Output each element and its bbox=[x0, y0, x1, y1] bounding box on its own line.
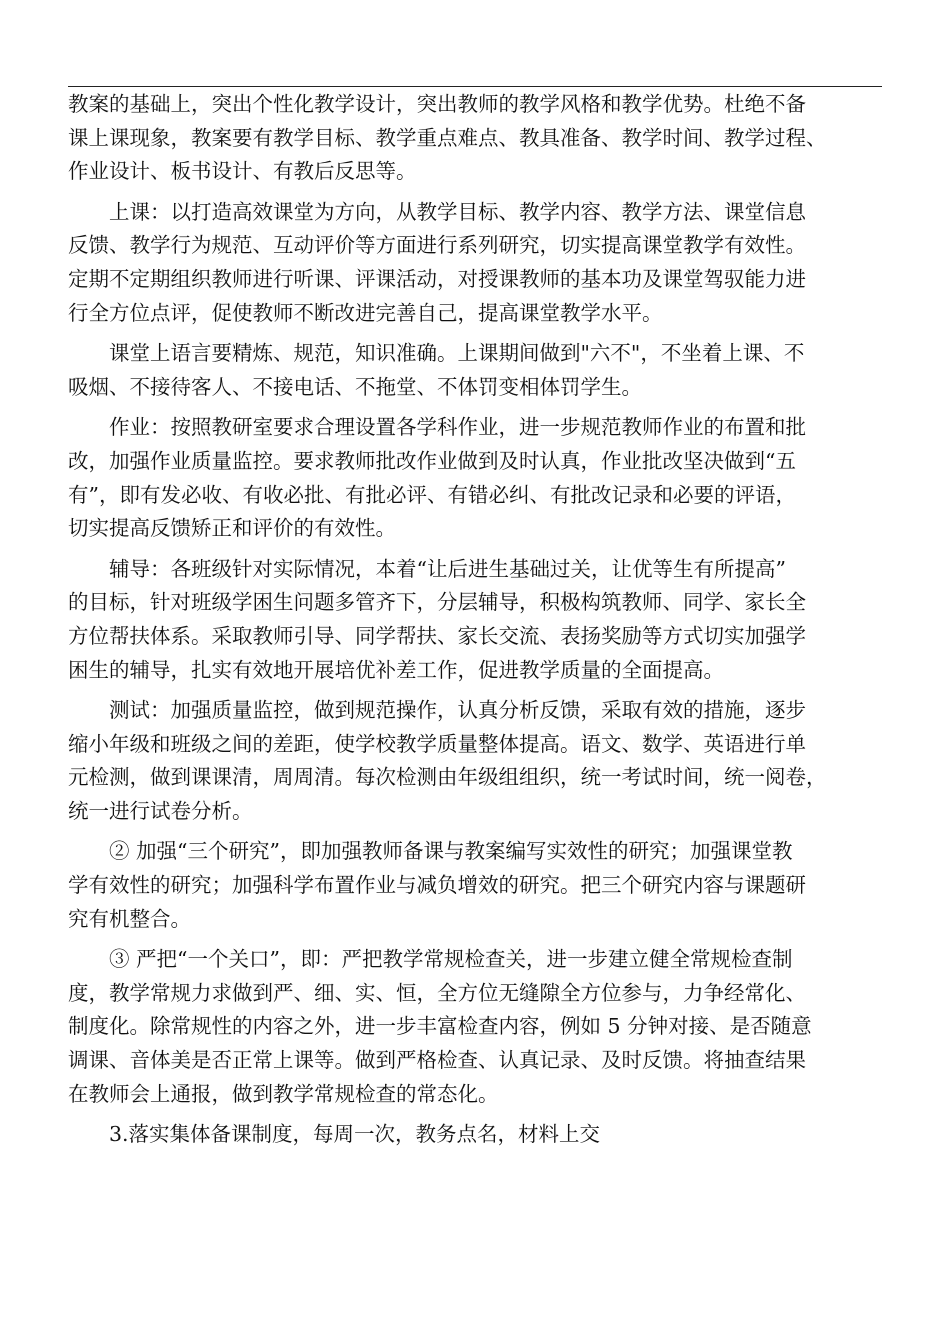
paragraph-class-teaching bbox=[68, 196, 890, 330]
paragraph-tutoring bbox=[68, 553, 890, 687]
paragraph-homework bbox=[68, 411, 890, 545]
text-line: 课堂上语言要精炼、规范，知识准确。上课期间做到"六不"，不坐着上课、不 bbox=[68, 341, 805, 366]
text-line: 有”，即有发必收、有收必批、有批必评、有错必纠、有批改记录和必要的评语， bbox=[68, 482, 796, 507]
text-line: 反馈、教学行为规范、互动评价等方面进行系列研究，切实提高课堂教学有效性。 bbox=[68, 233, 806, 258]
text-line: 定期不定期组织教师进行听课、评课活动，对授课教师的基本功及课堂驾驭能力进 bbox=[68, 266, 806, 291]
text-line: 上课：以打造高效课堂为方向，从教学目标、教学内容、教学方法、课堂信息 bbox=[68, 199, 806, 224]
paragraph-collective-preparation bbox=[68, 1118, 890, 1152]
document-body bbox=[68, 88, 890, 1152]
text-line: 的目标，针对班级学困生问题多管齐下，分层辅导，积极构筑教师、同学、家长全 bbox=[68, 590, 806, 615]
header-rule bbox=[68, 86, 882, 87]
text-line: 教案的基础上，突出个性化教学设计，突出教师的教学风格和教学优势。杜绝不备 bbox=[68, 92, 806, 116]
text-line: ② 加强“三个研究”，即加强教师备课与教案编写实效性的研究；加强课堂教 bbox=[68, 839, 793, 864]
text-line: 元检测，做到课课清，周周清。每次检测由年级组组织，统一考试时间，统一阅卷， bbox=[68, 765, 827, 790]
text-line: 改，加强作业质量监控。要求教师批改作业做到及时认真，作业批改坚决做到“五 bbox=[68, 448, 796, 473]
paragraph-testing bbox=[68, 694, 890, 828]
text-line: 切实提高反馈矫正和评价的有效性。 bbox=[68, 516, 396, 541]
paragraph-three-studies bbox=[68, 835, 890, 936]
text-line: 3.落实集体备课制度，每周一次，教务点名，材料上交 bbox=[68, 1122, 601, 1147]
text-line: 方位帮扶体系。采取教师引导、同学帮扶、家长交流、表扬奖励等方式切实加强学 bbox=[68, 623, 806, 648]
paragraph-one-checkpoint bbox=[68, 943, 890, 1111]
text-line: 调课、音体美是否正常上课等。做到严格检查、认真记录、及时反馈。将抽查结果 bbox=[68, 1048, 806, 1073]
text-line: 度，教学常规力求做到严、细、实、恒，全方位无缝隙全方位参与，力争经常化、 bbox=[68, 980, 806, 1005]
text-line: 困生的辅导，扎实有效地开展培优补差工作，促进教学质量的全面提高。 bbox=[68, 657, 724, 682]
text-line: 学有效性的研究；加强科学布置作业与减负增效的研究。把三个研究内容与课题研 bbox=[68, 873, 806, 898]
text-line: 统一进行试卷分析。 bbox=[68, 798, 253, 823]
text-line: 测试：加强质量监控，做到规范操作，认真分析反馈，采取有效的措施，逐步 bbox=[68, 698, 806, 723]
text-line: 缩小年级和班级之间的差距，使学校教学质量整体提高。语文、数学、英语进行单 bbox=[68, 731, 806, 756]
text-line: 在教师会上通报，做到教学常规检查的常态化。 bbox=[68, 1081, 499, 1106]
text-line: 制度化。除常规性的内容之外，进一步丰富检查内容，例如 5 分钟对接、是否随意 bbox=[68, 1014, 812, 1039]
text-line: 作业：按照教研室要求合理设置各学科作业，进一步规范教师作业的布置和批 bbox=[68, 415, 806, 440]
text-line: 辅导：各班级针对实际情况，本着“让后进生基础过关，让优等生有所提高” bbox=[68, 556, 786, 581]
paragraph-classroom-language bbox=[68, 337, 890, 404]
text-line: 作业设计、板书设计、有教后反思等。 bbox=[68, 159, 417, 184]
text-line: ③ 严把“一个关口”，即：严把教学常规检查关，进一步建立健全常规检查制 bbox=[68, 947, 793, 972]
paragraph-lesson-plan bbox=[68, 88, 890, 189]
text-line: 究有机整合。 bbox=[68, 906, 191, 931]
text-line: 课上课现象，教案要有教学目标、教学重点难点、教具准备、教学时间、教学过程、 bbox=[68, 125, 827, 150]
text-line: 吸烟、不接待客人、不接电话、不拖堂、不体罚变相体罚学生。 bbox=[68, 374, 642, 399]
text-line: 行全方位点评，促使教师不断改进完善自己，提高课堂教学水平。 bbox=[68, 300, 663, 325]
